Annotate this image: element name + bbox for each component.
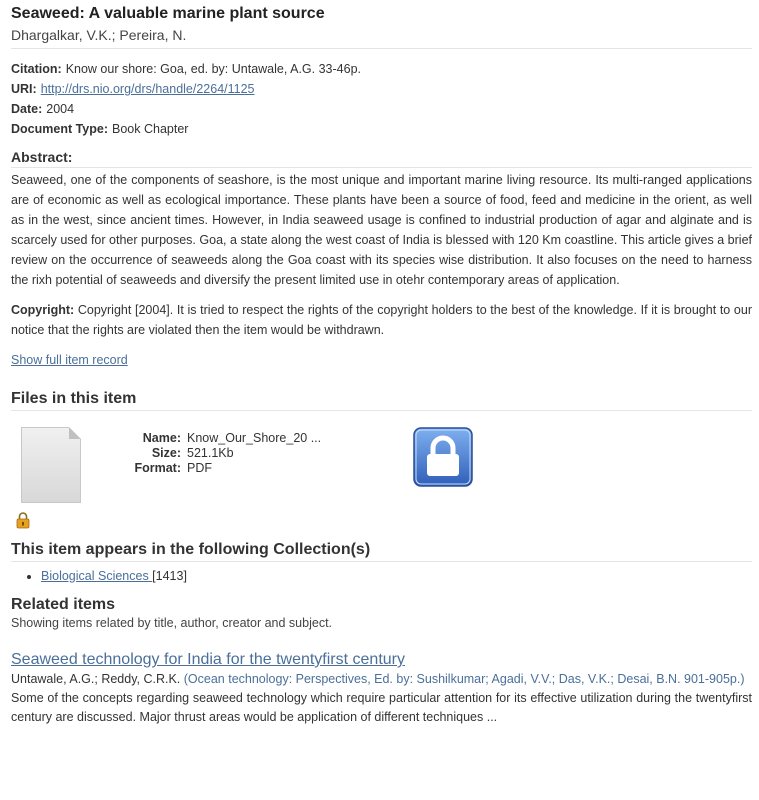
related-subheading: Showing items related by title, author, creator and subject. (11, 616, 333, 630)
file-format-label: Format: (134, 461, 181, 475)
related-heading: Related items (11, 596, 116, 613)
metadata-date (11, 99, 752, 119)
item-authors: Dhargalkar, V.K.; Pereira, N. (11, 27, 752, 49)
metadata-list (11, 59, 752, 139)
related-item-authors: Untawale, A.G.; Reddy, C.R.K. (11, 672, 181, 686)
file-size-row (131, 446, 321, 461)
restricted-access-icon[interactable] (413, 427, 473, 487)
metadata-value: Book Chapter (112, 122, 189, 136)
related-item-publication: (Ocean technology: Perspectives, Ed. by: Sushilkumar; Agadi, V.V.; Das, V.K.; Desai, B.N. 901-905p.) (183, 672, 745, 686)
file-entry (11, 411, 752, 541)
file-name-label: Name: (142, 431, 181, 445)
collection-count: [1413] (152, 569, 187, 583)
file-name: Know_Our_Shore_20 ... (187, 431, 322, 445)
metadata-label: Citation: (11, 62, 62, 76)
metadata-value: Know our shore: Goa, ed. by: Untawale, A.G. 33-46p. (65, 62, 361, 76)
related-item-byline (11, 670, 752, 689)
file-format: PDF (187, 461, 212, 475)
related-item (11, 650, 752, 727)
collections-heading: This item appears in the following Collection(s) (11, 541, 752, 562)
padlock-icon (16, 511, 30, 529)
files-heading: Files in this item (11, 390, 752, 411)
file-size-label: Size: (151, 446, 181, 460)
list-item (41, 566, 752, 586)
document-icon[interactable] (21, 427, 81, 503)
collections-list (11, 566, 752, 586)
metadata-label: URI: (11, 82, 37, 96)
copyright-label: Copyright: (11, 303, 75, 317)
related-item-description: Some of the concepts regarding seaweed technology which require particular attention for its effective utilization during the twentyfirst century are discussed. Major thrust areas would be application of different techniques ... (11, 691, 752, 724)
uri-link[interactable]: http://drs.nio.org/drs/handle/2264/1125 (40, 82, 255, 96)
metadata-value: 2004 (46, 102, 75, 116)
file-name-row (131, 431, 321, 446)
metadata-uri (11, 79, 752, 99)
show-full-record-link[interactable]: Show full item record (11, 353, 128, 367)
metadata-document-type (11, 119, 752, 139)
item-title: Seaweed: A valuable marine plant source (11, 5, 325, 22)
copyright (11, 300, 752, 340)
file-format-row (131, 461, 321, 476)
file-size: 521.1Kb (187, 446, 234, 460)
collection-link[interactable]: Biological Sciences (41, 569, 153, 583)
file-metadata (131, 431, 321, 476)
metadata-label: Date: (11, 102, 43, 116)
related-item-title[interactable]: Seaweed technology for India for the twentyfirst century (11, 651, 405, 668)
copyright-text: Copyright [2004]. It is tried to respect the rights of the copyright holders to the best of the knowledge. If it is brought to our notice that the rights are violated then the item would be withdrawn. (11, 303, 752, 337)
abstract-text: Seaweed, one of the components of seashore, is the most unique and important marine living resource. Its multi-ranged applications are of economic as well as ecological importance. These plants have been a source of food, feed and medicine in the orient, as well as in the west, since ancient times. However, in India seaweed usage is confined to industrial production of agar and alginate and is scarcely used for other purposes. Goa, a state along the west coast of India is blessed with 120 Km coastline. This article gives a brief review on the occurrence of seaweeds along the Goa coast with its species wise distribution. It also focuses on the need to harness the rixh potential of seaweeds and diversify the present limited use in otehr contemporary areas of application. (11, 173, 752, 287)
metadata-citation (11, 59, 752, 79)
abstract-heading: Abstract: (11, 149, 752, 168)
metadata-label: Document Type: (11, 122, 108, 136)
